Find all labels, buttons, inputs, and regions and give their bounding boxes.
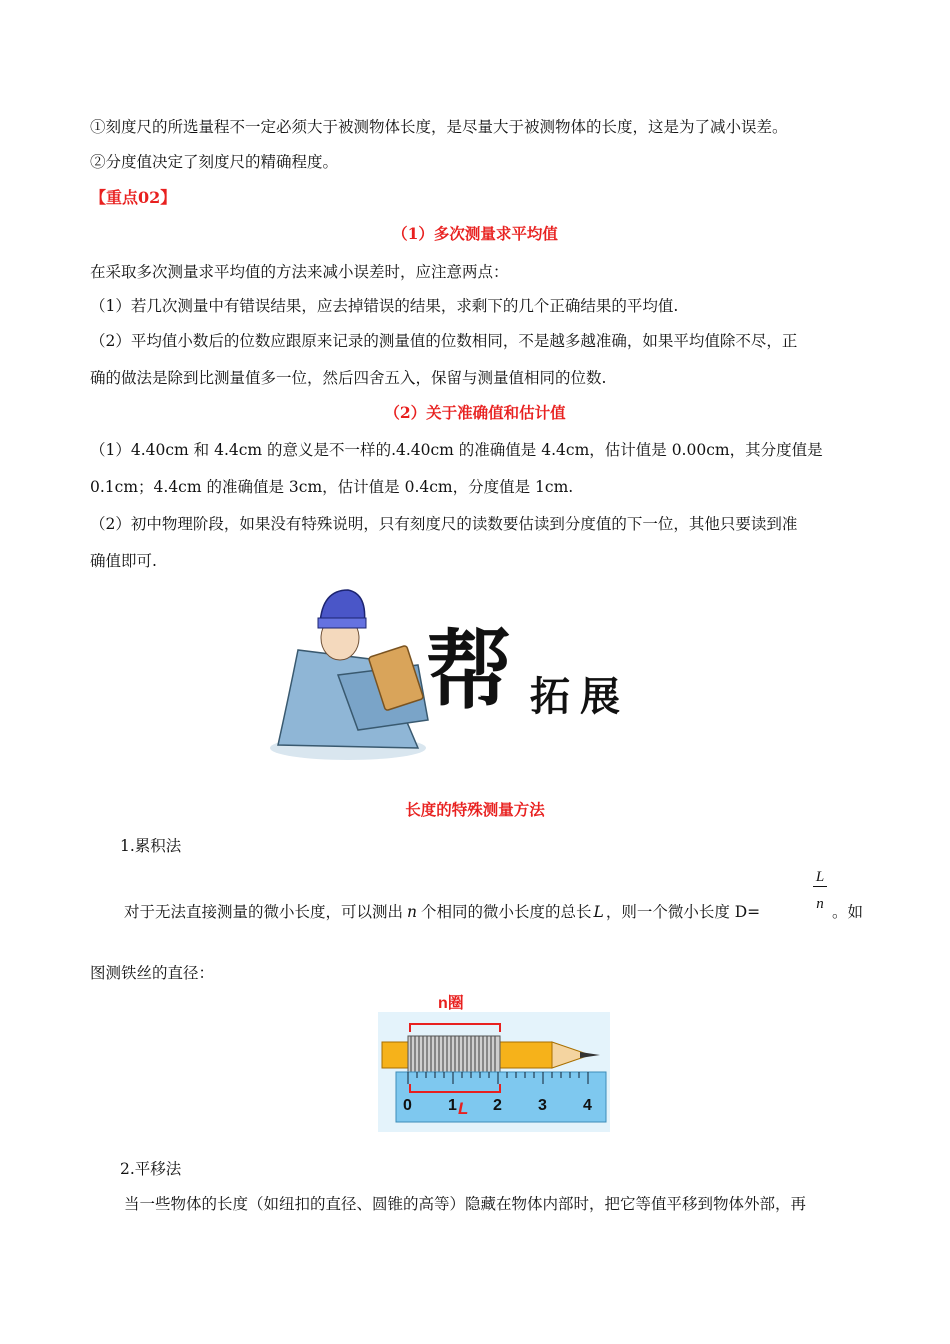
coil-ruler-figure: [378, 992, 610, 1132]
banner-char: 帮: [426, 620, 512, 721]
paragraph: 。如: [832, 903, 864, 921]
scholar-illustration: [270, 590, 428, 760]
method-title: 2.平移法: [120, 1160, 182, 1178]
extension-banner: [268, 580, 658, 765]
note-range: ①刻度尺的所选量程不一定必须大于被测物体长度，是尽量大于被测物体的长度，这是为了减小误差。: [90, 118, 788, 136]
label-length-L: L: [458, 1099, 469, 1118]
paragraph: （1）4.40cm 和 4.4cm 的意义是不一样的.4.40cm 的准确值是 4.4cm，估计值是 0.00cm，其分度值是: [90, 441, 823, 459]
fraction-numerator: L: [813, 869, 827, 887]
paragraph: （2）平均值小数后的位数应跟原来记录的测量值的位数相同，不是越多越准确，如果平均值除不尽，正: [90, 332, 798, 350]
ruler-tick-label: 2: [493, 1097, 502, 1114]
banner-text: 拓展: [530, 673, 630, 720]
section-heading-average: （1）多次测量求平均值: [392, 224, 558, 243]
section-heading-accuracy: （2）关于准确值和估计值: [384, 403, 566, 422]
paragraph: 确的做法是除到比测量值多一位，然后四舍五入，保留与测量值相同的位数.: [90, 369, 607, 387]
wire-coil: [408, 1036, 500, 1074]
section-heading-special: 长度的特殊测量方法: [405, 800, 545, 819]
ruler-tick-label: 0: [403, 1097, 412, 1114]
ruler-tick-label: 4: [583, 1097, 592, 1114]
fraction-denominator: n: [816, 896, 824, 912]
label-n-turns: n圈: [438, 995, 464, 1012]
paragraph: 确值即可.: [90, 552, 157, 570]
key-point-label: 【重点02】: [90, 188, 177, 207]
paragraph: 0.1cm；4.4cm 的准确值是 3cm，估计值是 0.4cm，分度值是 1cm.: [90, 478, 574, 496]
ruler-tick-label: 3: [538, 1097, 547, 1114]
paragraph: （2）初中物理阶段，如果没有特殊说明，只有刻度尺的读数要估读到分度值的下一位，其他只要读到准: [90, 515, 798, 533]
paragraph: 当一些物体的长度（如纽扣的直径、圆锥的高等）隐藏在物体内部时，把它等值平移到物体外部，再: [124, 1195, 807, 1213]
paragraph: 图测铁丝的直径：: [90, 964, 215, 982]
paragraph: （1）若几次测量中有错误结果，应去掉错误的结果，求剩下的几个正确结果的平均值.: [90, 297, 679, 315]
ruler-tick-label: 1: [448, 1097, 457, 1114]
method-title: 1.累积法: [120, 837, 182, 855]
note-precision: ②分度值决定了刻度尺的精确程度。: [90, 153, 339, 171]
paragraph: 在采取多次测量求平均值的方法来减小误差时，应注意两点：: [90, 263, 509, 281]
formula-paragraph: 对于无法直接测量的微小长度，可以测出 n 个相同的微小长度的总长 L ，则一个微小长度 D=: [124, 903, 761, 921]
